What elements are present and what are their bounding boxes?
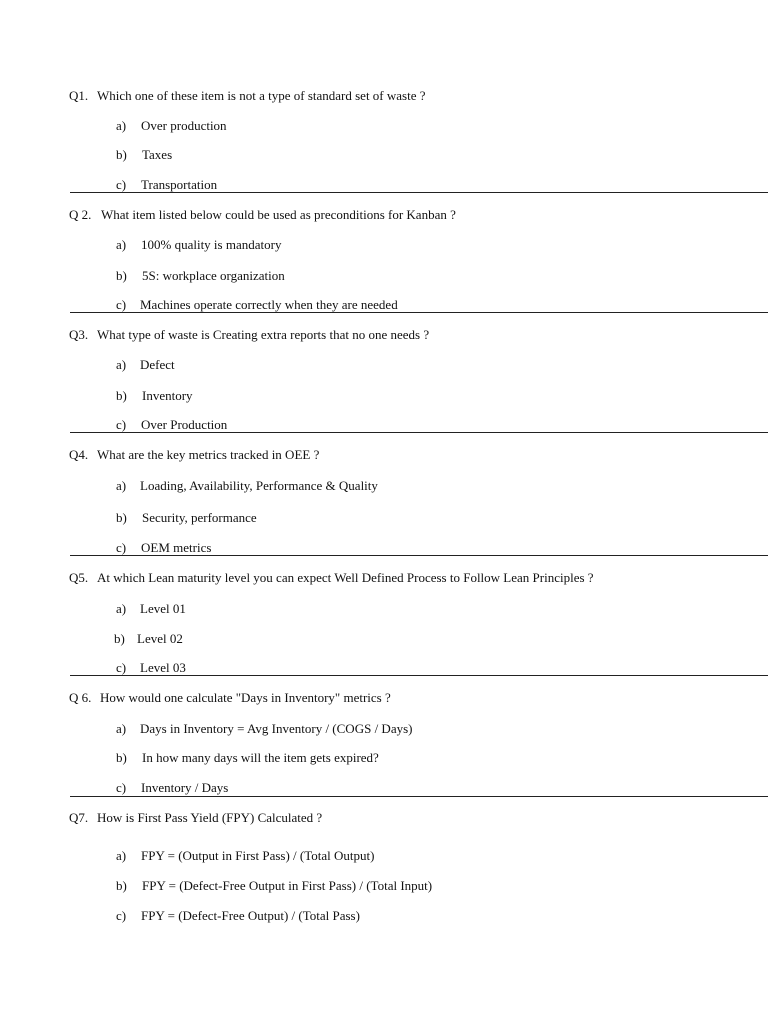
q3-option-c-letter: c) [116,417,127,432]
q7-option-a-letter: a) [116,848,127,863]
q5-option-c-letter: c) [116,660,127,675]
question-separator [70,312,768,313]
question-4-text: What are the key metrics tracked in OEE ? [97,447,320,462]
q3-option-c-text: Over Production [141,417,228,432]
q1-option-b-letter: b) [116,147,127,162]
q1-option-b-text: Taxes [142,147,173,162]
question-7-number: Q7. [69,810,89,825]
q5-option-c-text: Level 03 [140,660,186,675]
q7-option-c-text: FPY = (Defect-Free Output) / (Total Pass) [141,908,360,923]
question-6-text: How would one calculate "Days in Inventory" metrics ? [100,690,391,705]
q2-option-b-letter: b) [116,268,127,283]
question-separator [70,192,768,193]
q1-option-a-text: Over production [141,118,227,133]
question-3-text: What type of waste is Creating extra reports that no one needs ? [97,327,430,342]
question-7-text: How is First Pass Yield (FPY) Calculated ? [97,810,323,825]
question-1-number: Q1. [69,88,89,103]
question-separator [70,796,768,797]
question-5-text: At which Lean maturity level you can expect Well Defined Process to Follow Lean Principles ? [97,570,594,585]
q6-option-c-text: Inventory / Days [141,780,229,795]
q1-option-a-letter: a) [116,118,127,133]
q3-option-b-letter: b) [116,388,127,403]
q4-option-a-letter: a) [116,478,127,493]
q6-option-b-letter: b) [116,750,127,765]
q4-option-b-text: Security, performance [142,510,257,525]
q2-option-a-letter: a) [116,237,127,252]
q2-option-c-letter: c) [116,297,127,312]
question-5-number: Q5. [69,570,89,585]
q5-option-a-letter: a) [116,601,127,616]
question-2-text: What item listed below could be used as preconditions for Kanban ? [101,207,456,222]
q7-option-a-text: FPY = (Output in First Pass) / (Total Output) [141,848,375,863]
question-2-number: Q 2. [69,207,92,222]
q4-option-a-text: Loading, Availability, Performance & Quality [140,478,378,493]
q1-option-c-text: Transportation [141,177,218,192]
question-separator [70,432,768,433]
q3-option-b-text: Inventory [142,388,193,403]
q4-option-c-text: OEM metrics [141,540,212,555]
q5-option-b-letter: b) [114,631,125,646]
q6-option-a-text: Days in Inventory = Avg Inventory / (COGS / Days) [140,721,413,736]
q3-option-a-text: Defect [140,357,175,372]
q2-option-c-text: Machines operate correctly when they are needed [140,297,398,312]
q7-option-b-letter: b) [116,878,127,893]
q4-option-c-letter: c) [116,540,127,555]
question-6-number: Q 6. [69,690,92,705]
q6-option-a-letter: a) [116,721,127,736]
q4-option-b-letter: b) [116,510,127,525]
q2-option-b-text: 5S: workplace organization [142,268,285,283]
question-separator [70,675,768,676]
q5-option-a-text: Level 01 [140,601,186,616]
q2-option-a-text: 100% quality is mandatory [141,237,282,252]
q5-option-b-text: Level 02 [137,631,183,646]
q7-option-b-text: FPY = (Defect-Free Output in First Pass) / (Total Input) [142,878,433,893]
q6-option-c-letter: c) [116,780,127,795]
question-separator [70,555,768,556]
question-3-number: Q3. [69,327,89,342]
q1-option-c-letter: c) [116,177,127,192]
question-4-number: Q4. [69,447,89,462]
q6-option-b-text: In how many days will the item gets expired? [142,750,379,765]
q3-option-a-letter: a) [116,357,127,372]
q7-option-c-letter: c) [116,908,127,923]
question-1-text: Which one of these item is not a type of standard set of waste ? [97,88,426,103]
